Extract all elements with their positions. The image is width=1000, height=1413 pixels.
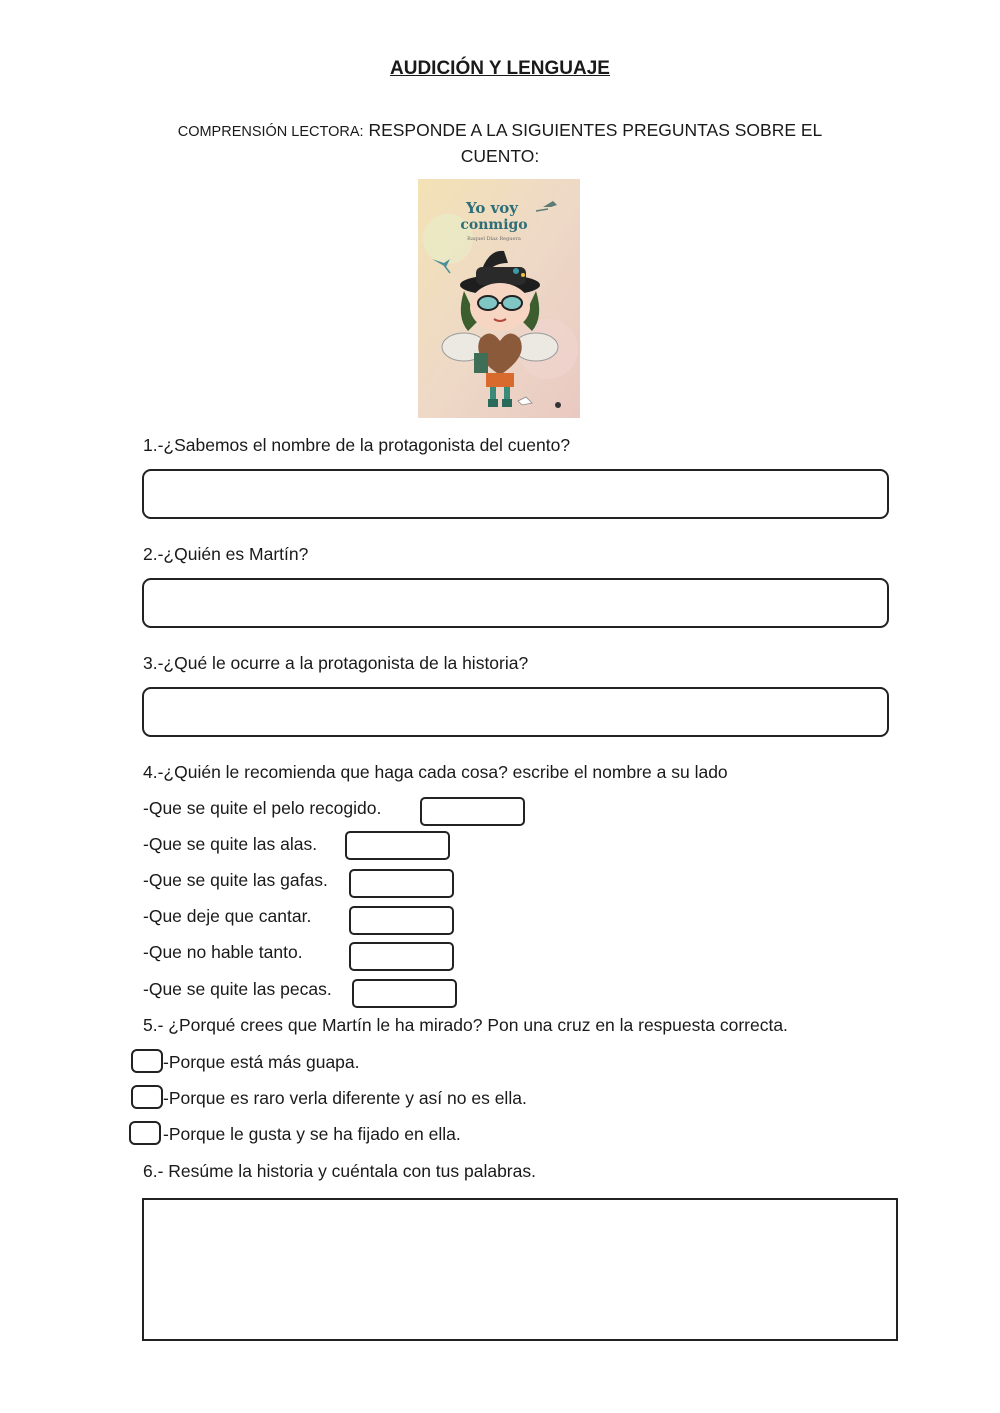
q5-option-label: -Porque le gusta y se ha fijado en ella. [163, 1124, 461, 1144]
question-5: 5.- ¿Porqué crees que Martín le ha mirado? Pon una cruz en la respuesta correcta. [143, 1015, 788, 1035]
q5-option-checkbox[interactable] [131, 1049, 163, 1073]
q4-item-label: -Que se quite las gafas. [143, 870, 328, 890]
cover-title-line1: Yo voy [465, 199, 519, 217]
answer-3-field[interactable] [142, 687, 889, 737]
question-2: 2.-¿Quién es Martín? [143, 544, 309, 564]
cover-title-line2: conmigo [460, 217, 528, 233]
q5-option-checkbox[interactable] [129, 1121, 161, 1145]
q5-option-label: -Porque es raro verla diferente y así no es ella. [163, 1088, 527, 1108]
cover-author: Raquel Díaz Reguera [467, 236, 521, 242]
q4-name-field[interactable] [349, 906, 454, 935]
q4-item-label: -Que deje que cantar. [143, 906, 312, 926]
instructions-text: RESPONDE A LA SIGUIENTES PREGUNTAS SOBRE EL CUENTO: [363, 120, 823, 166]
q4-item-label: -Que se quite las pecas. [143, 979, 332, 999]
question-3: 3.-¿Qué le ocurre a la protagonista de la historia? [143, 653, 529, 673]
q4-name-field[interactable] [345, 831, 450, 860]
q4-item-label: -Que se quite el pelo recogido. [143, 798, 382, 818]
q4-item-label: -Que no hable tanto. [143, 942, 303, 962]
q4-name-field[interactable] [352, 979, 457, 1008]
instructions-prefix: COMPRENSIÓN LECTORA: [177, 124, 364, 140]
answer-2-field[interactable] [142, 578, 889, 628]
answer-1-field[interactable] [142, 469, 889, 519]
q5-option-label: -Porque está más guapa. [163, 1052, 360, 1072]
instructions [140, 118, 860, 168]
q5-option-checkbox[interactable] [131, 1085, 163, 1109]
q4-item-label: -Que se quite las alas. [143, 834, 318, 854]
q4-name-field[interactable] [349, 942, 454, 971]
question-4: 4.-¿Quién le recomienda que haga cada cosa? escribe el nombre a su lado [143, 762, 728, 782]
book-cover-image [418, 179, 580, 418]
question-6: 6.- Resúme la historia y cuéntala con tus palabras. [143, 1161, 536, 1181]
summary-field[interactable] [142, 1198, 898, 1341]
page-title: AUDICIÓN Y LENGUAJE [390, 58, 610, 79]
q4-name-field[interactable] [349, 869, 454, 898]
question-1: 1.-¿Sabemos el nombre de la protagonista del cuento? [143, 435, 571, 455]
q4-name-field[interactable] [420, 797, 525, 826]
